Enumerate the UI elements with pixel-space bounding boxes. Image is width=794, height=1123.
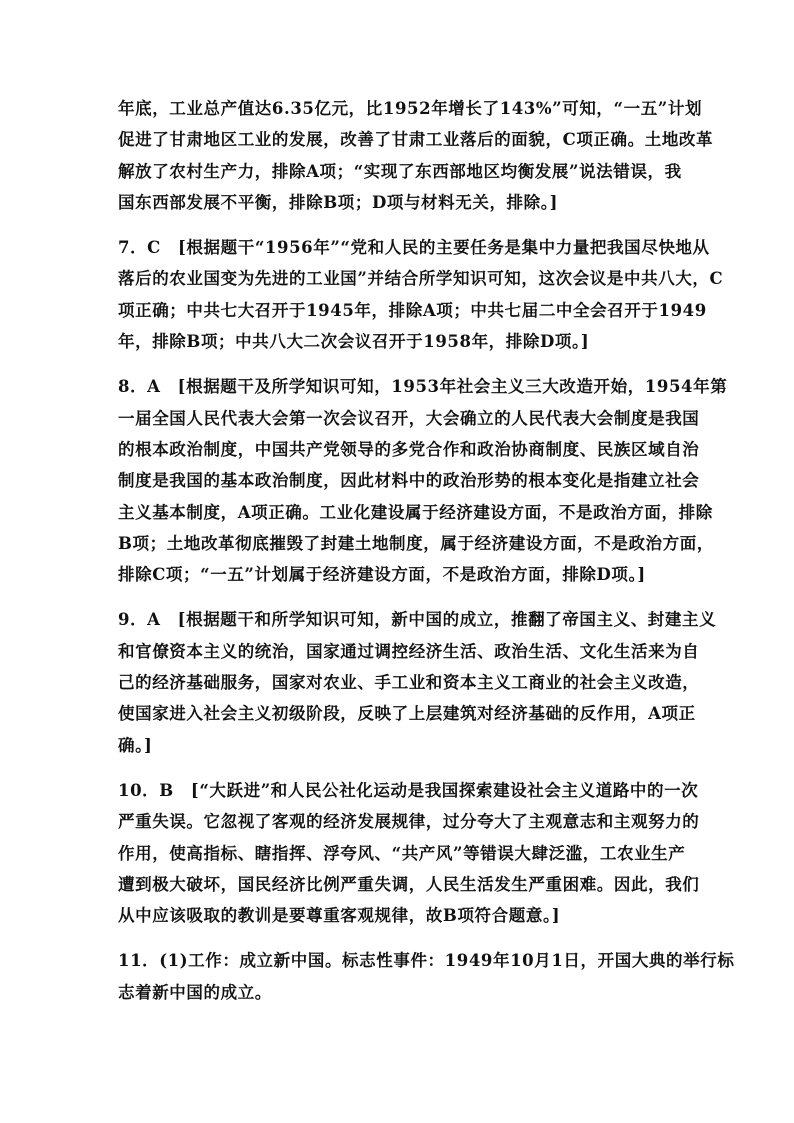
text-line: 国东西部发展不平衡，排除B项；D项与材料无关，排除。]	[118, 192, 559, 212]
text-line: 年底，工业总产值达6.35亿元，比1952年增长了143%”可知，“一五”计划	[118, 99, 703, 118]
text-line: 11．(1)工作：成立新中国。标志性事件：1949年10月1日，开国大典的举行标	[118, 951, 735, 971]
text-line: 志着新中国的成立。	[118, 982, 272, 1002]
text-line: 主义基本制度，A项正确。工业化建设属于经济建设方面，不是政治方面，排除	[118, 502, 713, 522]
text-line: 8．A [根据题干及所学知识可知，1953年社会主义三大改造开始，1954年第	[118, 377, 728, 397]
text-line: 落后的农业国变为先进的工业国”并结合所学知识可知，这次会议是中共八大，C	[118, 269, 724, 289]
text-line: 作用，使高指标、瞎指挥、浮夸风、“共产风”等错误大肆泛滥，工农业生产	[118, 843, 686, 863]
text-line: 一届全国人民代表大会第一次会议召开，大会确立的人民代表大会制度是我国	[118, 408, 700, 428]
text-line: 的根本政治制度，中国共产党领导的多党合作和政治协商制度、民族区域自治	[118, 439, 700, 459]
answer-8-paragraph	[118, 371, 728, 590]
answer-11-paragraph	[118, 945, 735, 1008]
answer-continuation-paragraph	[118, 93, 714, 218]
text-line: 10．B [“大跃进”和人民公社化运动是我国探索建设社会主义道路中的一次	[118, 780, 699, 800]
text-line: 己的经济基础服务，国家对农业、手工业和资本主义工商业的社会主义改造，	[118, 673, 700, 693]
text-line: 年，排除B项；中共八大二次会议召开于1958年，排除D项。]	[118, 332, 590, 352]
answer-10-paragraph	[118, 775, 700, 931]
answer-9-paragraph	[118, 604, 717, 760]
text-line: 使国家进入社会主义初级阶段，反映了上层建筑对经济基础的反作用，A项正	[118, 704, 696, 724]
text-line: 促进了甘肃地区工业的发展，改善了甘肃工业落后的面貌，C项正确。土地改革	[118, 130, 714, 150]
answer-page	[118, 93, 735, 1022]
text-line: 遭到极大破坏，国民经济比例严重失调，人民生活发生严重困难。因此，我们	[118, 874, 700, 894]
text-line: 排除C项；“一五”计划属于经济建设方面，不是政治方面，排除D项。]	[118, 565, 646, 585]
text-line: 确。]	[118, 735, 153, 755]
answer-7-paragraph	[118, 232, 724, 357]
text-line: B项；土地改革彻底摧毁了封建土地制度，属于经济建设方面，不是政治方面，	[118, 533, 714, 553]
text-line: 制度是我国的基本政治制度，因此材料中的政治形势的根本变化是指建立社会	[118, 471, 700, 491]
text-line: 解放了农村生产力，排除A项；“实现了东西部地区均衡发展”说法错误，我	[118, 161, 682, 181]
text-line: 从中应该吸取的教训是要尊重客观规律，故B项符合题意。]	[118, 906, 561, 926]
text-line: 项正确；中共七大召开于1945年，排除A项；中共七届二中全会召开于1949	[118, 300, 707, 320]
text-line: 和官僚资本主义的统治，国家通过调控经济生活、政治生活、文化生活来为自	[118, 641, 700, 661]
text-line: 7．C [根据题干“1956年”“党和人民的主要任务是集中力量把我国尽快地从	[118, 238, 710, 258]
text-line: 严重失误。它忽视了客观的经济发展规律，过分夸大了主观意志和主观努力的	[118, 812, 700, 832]
text-line: 9．A [根据题干和所学知识可知，新中国的成立，推翻了帝国主义、封建主义	[118, 610, 717, 630]
